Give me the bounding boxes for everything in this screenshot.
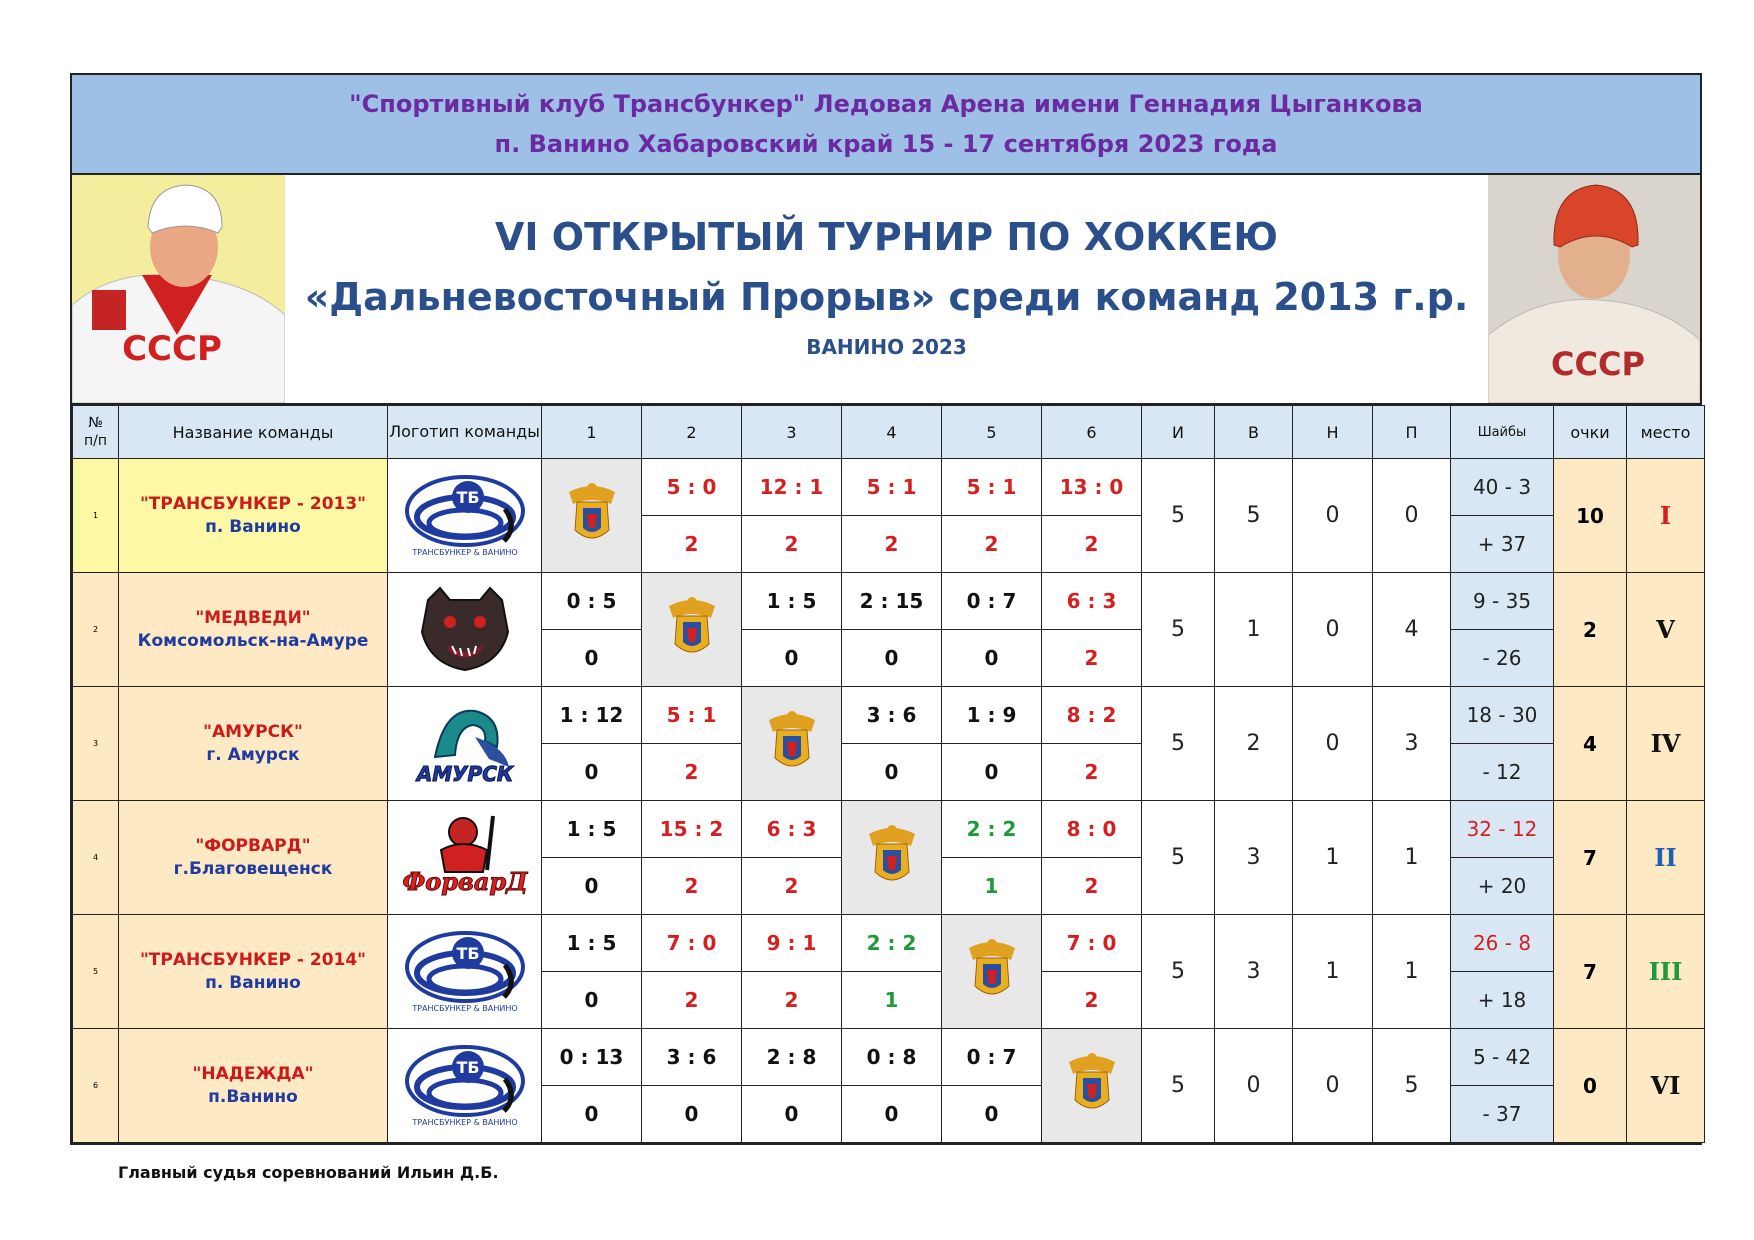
- goals-for-against: 5 - 42: [1451, 1029, 1554, 1086]
- match-points: 2: [1042, 744, 1142, 801]
- team-logo: [388, 801, 542, 915]
- col-game-4: 4: [842, 406, 942, 459]
- draws: 0: [1293, 459, 1373, 573]
- col-losses: П: [1373, 406, 1451, 459]
- team-index: 4: [73, 801, 119, 915]
- wins: 5: [1215, 459, 1293, 573]
- team-name: "МЕДВЕДИ": [195, 607, 311, 628]
- team-points: 4: [1554, 687, 1627, 801]
- self-match-emblem: [842, 801, 942, 915]
- team-index: 5: [73, 915, 119, 1029]
- team-place: I: [1627, 459, 1705, 573]
- self-match-emblem: [742, 687, 842, 801]
- team-index: 2: [73, 573, 119, 687]
- match-points: 2: [1042, 858, 1142, 915]
- federation-emblem-icon: [857, 816, 927, 896]
- goals-for-against: 32 - 12: [1451, 801, 1554, 858]
- match-points: 2: [642, 858, 742, 915]
- team-points: 2: [1554, 573, 1627, 687]
- games-played: 5: [1142, 687, 1215, 801]
- team-name-cell: [119, 459, 388, 573]
- match-score: 2 : 2: [942, 801, 1042, 858]
- header-line-1: "Спортивный клуб Трансбункер" Ледовая Арена имени Геннадия Цыганкова: [349, 90, 1423, 118]
- match-score: 9 : 1: [742, 915, 842, 972]
- right-photo-label: СССР: [1551, 345, 1645, 383]
- match-score: 5 : 1: [642, 687, 742, 744]
- self-match-emblem: [642, 573, 742, 687]
- goal-difference: - 12: [1451, 744, 1554, 801]
- federation-emblem-icon: [657, 588, 727, 668]
- self-match-emblem: [542, 459, 642, 573]
- match-points: 0: [542, 1086, 642, 1143]
- match-points: 0: [842, 744, 942, 801]
- player-photo-right: [1488, 175, 1700, 403]
- team-row-6: [73, 1029, 1705, 1086]
- goal-difference: + 20: [1451, 858, 1554, 915]
- wins: 3: [1215, 801, 1293, 915]
- draws: 0: [1293, 573, 1373, 687]
- chief-referee: Главный судья соревнований Ильин Д.Б.: [118, 1163, 499, 1182]
- team-place: VI: [1627, 1029, 1705, 1143]
- goals-for-against: 18 - 30: [1451, 687, 1554, 744]
- match-score: 0 : 8: [842, 1029, 942, 1086]
- match-points: 2: [642, 516, 742, 573]
- transbunker-logo-icon: [400, 469, 530, 559]
- match-points: 2: [742, 516, 842, 573]
- match-score: 1 : 9: [942, 687, 1042, 744]
- standings-sheet: [70, 73, 1702, 1145]
- draws: 1: [1293, 801, 1373, 915]
- match-score: 1 : 12: [542, 687, 642, 744]
- title-line-3: ВАНИНО 2023: [806, 335, 967, 359]
- games-played: 5: [1142, 1029, 1215, 1143]
- svg-text:ТРАНСБУНКЕР & ВАНИНО: ТРАНСБУНКЕР & ВАНИНО: [411, 1117, 518, 1127]
- col-game-1: 1: [542, 406, 642, 459]
- match-points: 2: [1042, 972, 1142, 1029]
- wins: 2: [1215, 687, 1293, 801]
- match-score: 7 : 0: [1042, 915, 1142, 972]
- goals-for-against: 40 - 3: [1451, 459, 1554, 516]
- col-team-name: Название команды: [119, 406, 388, 459]
- match-score: 5 : 0: [642, 459, 742, 516]
- losses: 3: [1373, 687, 1451, 801]
- col-place: место: [1627, 406, 1705, 459]
- team-row-1: [73, 459, 1705, 516]
- col-game-5: 5: [942, 406, 1042, 459]
- team-logo: [388, 915, 542, 1029]
- wins: 1: [1215, 573, 1293, 687]
- match-points: 1: [842, 972, 942, 1029]
- wins: 3: [1215, 915, 1293, 1029]
- self-match-emblem: [1042, 1029, 1142, 1143]
- federation-emblem-icon: [957, 930, 1027, 1010]
- amursk-logo-icon: [405, 697, 525, 787]
- match-score: 6 : 3: [742, 801, 842, 858]
- team-name-cell: [119, 687, 388, 801]
- header-banner: [72, 75, 1700, 175]
- match-score: 0 : 13: [542, 1029, 642, 1086]
- col-points: очки: [1554, 406, 1627, 459]
- match-score: 15 : 2: [642, 801, 742, 858]
- transbunker-logo-icon: [400, 1039, 530, 1129]
- match-score: 7 : 0: [642, 915, 742, 972]
- col-num: № п/п: [73, 406, 119, 459]
- team-name: "ФОРВАРД": [195, 835, 311, 856]
- federation-emblem-icon: [757, 702, 827, 782]
- svg-text:ФорварД: ФорварД: [402, 866, 527, 896]
- col-logo: Логотип команды: [388, 406, 542, 459]
- team-points: 10: [1554, 459, 1627, 573]
- losses: 1: [1373, 801, 1451, 915]
- team-points: 7: [1554, 915, 1627, 1029]
- svg-text:ТРАНСБУНКЕР & ВАНИНО: ТРАНСБУНКЕР & ВАНИНО: [411, 1003, 518, 1013]
- games-played: 5: [1142, 915, 1215, 1029]
- svg-text:ТБ: ТБ: [455, 943, 480, 963]
- svg-text:ТБ: ТБ: [455, 1057, 480, 1077]
- losses: 1: [1373, 915, 1451, 1029]
- team-name-cell: [119, 1029, 388, 1143]
- team-place: IV: [1627, 687, 1705, 801]
- team-name: "ТРАНСБУНКЕР - 2014": [139, 949, 367, 970]
- match-points: 1: [942, 858, 1042, 915]
- transbunker-logo-icon: [400, 925, 530, 1015]
- match-points: 2: [642, 972, 742, 1029]
- team-logo: [388, 1029, 542, 1143]
- col-game-3: 3: [742, 406, 842, 459]
- left-photo-label: СССР: [122, 329, 222, 369]
- match-points: 2: [742, 972, 842, 1029]
- team-city: г.Благовещенск: [173, 858, 333, 879]
- bear-logo-icon: [410, 582, 520, 674]
- draws: 1: [1293, 915, 1373, 1029]
- team-city: п. Ванино: [205, 972, 301, 993]
- col-games-played: И: [1142, 406, 1215, 459]
- match-score: 2 : 15: [842, 573, 942, 630]
- goal-difference: + 18: [1451, 972, 1554, 1029]
- match-points: 2: [842, 516, 942, 573]
- svg-text:АМУРСК: АМУРСК: [416, 761, 513, 786]
- player-photo-left: [72, 175, 285, 403]
- match-points: 0: [942, 1086, 1042, 1143]
- match-score: 8 : 2: [1042, 687, 1142, 744]
- match-points: 0: [642, 1086, 742, 1143]
- standings-body: [73, 459, 1705, 1143]
- team-name-cell: [119, 915, 388, 1029]
- match-score: 0 : 7: [942, 1029, 1042, 1086]
- team-place: III: [1627, 915, 1705, 1029]
- team-city: г. Амурск: [206, 744, 300, 765]
- team-row-2: [73, 573, 1705, 630]
- match-score: 0 : 7: [942, 573, 1042, 630]
- goal-difference: - 37: [1451, 1086, 1554, 1143]
- standings-table: [72, 405, 1705, 1143]
- match-score: 8 : 0: [1042, 801, 1142, 858]
- forvard-logo-icon: [397, 810, 533, 902]
- match-score: 3 : 6: [642, 1029, 742, 1086]
- svg-text:ТРАНСБУНКЕР & ВАНИНО: ТРАНСБУНКЕР & ВАНИНО: [411, 547, 518, 557]
- match-score: 3 : 6: [842, 687, 942, 744]
- team-index: 3: [73, 687, 119, 801]
- table-header-row: [73, 406, 1705, 459]
- draws: 0: [1293, 1029, 1373, 1143]
- team-logo: [388, 573, 542, 687]
- federation-emblem-icon: [557, 474, 627, 554]
- title-line-1: VI ОТКРЫТЫЙ ТУРНИР ПО ХОККЕЮ: [495, 215, 1278, 259]
- col-game-2: 2: [642, 406, 742, 459]
- match-points: 2: [1042, 516, 1142, 573]
- match-points: 0: [542, 744, 642, 801]
- match-score: 5 : 1: [842, 459, 942, 516]
- tournament-title: [285, 175, 1488, 403]
- draws: 0: [1293, 687, 1373, 801]
- match-points: 0: [742, 1086, 842, 1143]
- team-points: 7: [1554, 801, 1627, 915]
- team-logo: [388, 459, 542, 573]
- svg-text:ТБ: ТБ: [455, 487, 480, 507]
- match-points: 0: [942, 744, 1042, 801]
- match-points: 2: [1042, 630, 1142, 687]
- losses: 5: [1373, 1029, 1451, 1143]
- match-points: 0: [842, 1086, 942, 1143]
- match-score: 13 : 0: [1042, 459, 1142, 516]
- match-points: 0: [542, 972, 642, 1029]
- wins: 0: [1215, 1029, 1293, 1143]
- games-played: 5: [1142, 801, 1215, 915]
- match-points: 2: [742, 858, 842, 915]
- losses: 0: [1373, 459, 1451, 573]
- goal-difference: - 26: [1451, 630, 1554, 687]
- match-points: 2: [642, 744, 742, 801]
- header-line-2: п. Ванино Хабаровский край 15 - 17 сентября 2023 года: [494, 130, 1278, 158]
- team-index: 6: [73, 1029, 119, 1143]
- title-line-2: «Дальневосточный Прорыв» среди команд 2013 г.р.: [304, 275, 1469, 319]
- match-score: 1 : 5: [542, 801, 642, 858]
- match-points: 0: [842, 630, 942, 687]
- team-row-3: [73, 687, 1705, 744]
- losses: 4: [1373, 573, 1451, 687]
- match-points: 2: [942, 516, 1042, 573]
- team-row-4: [73, 801, 1705, 858]
- team-name-cell: [119, 573, 388, 687]
- self-match-emblem: [942, 915, 1042, 1029]
- goals-for-against: 26 - 8: [1451, 915, 1554, 972]
- hero-section: [72, 175, 1700, 405]
- match-score: 2 : 8: [742, 1029, 842, 1086]
- col-goals: Шайбы: [1451, 406, 1554, 459]
- team-name: "НАДЕЖДА": [192, 1063, 314, 1084]
- team-points: 0: [1554, 1029, 1627, 1143]
- match-score: 2 : 2: [842, 915, 942, 972]
- col-draws: Н: [1293, 406, 1373, 459]
- team-city: Комсомольск-на-Амуре: [137, 630, 369, 651]
- team-row-5: [73, 915, 1705, 972]
- team-city: п.Ванино: [208, 1086, 298, 1107]
- match-score: 1 : 5: [742, 573, 842, 630]
- games-played: 5: [1142, 573, 1215, 687]
- match-score: 6 : 3: [1042, 573, 1142, 630]
- match-points: 0: [542, 630, 642, 687]
- federation-emblem-icon: [1057, 1044, 1127, 1124]
- team-logo: [388, 687, 542, 801]
- team-name: "АМУРСК": [203, 721, 303, 742]
- match-score: 5 : 1: [942, 459, 1042, 516]
- team-city: п. Ванино: [205, 516, 301, 537]
- team-name: "ТРАНСБУНКЕР - 2013": [139, 493, 367, 514]
- games-played: 5: [1142, 459, 1215, 573]
- team-name-cell: [119, 801, 388, 915]
- match-score: 12 : 1: [742, 459, 842, 516]
- match-points: 0: [542, 858, 642, 915]
- goals-for-against: 9 - 35: [1451, 573, 1554, 630]
- col-wins: В: [1215, 406, 1293, 459]
- match-points: 0: [742, 630, 842, 687]
- team-place: V: [1627, 573, 1705, 687]
- team-index: 1: [73, 459, 119, 573]
- col-game-6: 6: [1042, 406, 1142, 459]
- goal-difference: + 37: [1451, 516, 1554, 573]
- match-points: 0: [942, 630, 1042, 687]
- team-place: II: [1627, 801, 1705, 915]
- match-score: 1 : 5: [542, 915, 642, 972]
- match-score: 0 : 5: [542, 573, 642, 630]
